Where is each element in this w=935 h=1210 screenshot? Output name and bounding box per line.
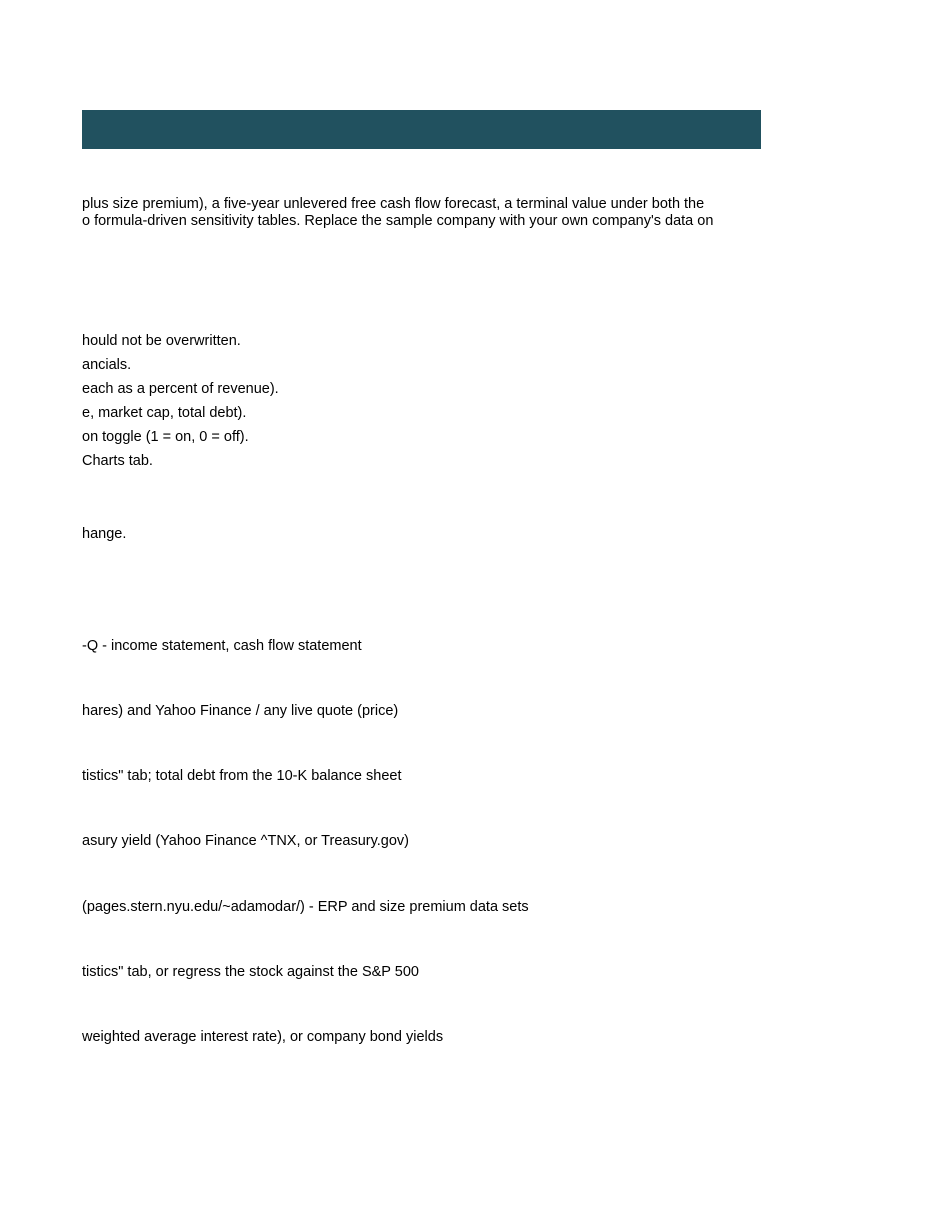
instruction-item: e, market cap, total debt). [82, 405, 247, 421]
intro-line: o formula-driven sensitivity tables. Replace the sample company with your own company's data on [82, 213, 714, 229]
source-item: -Q - income statement, cash flow statement [82, 638, 362, 654]
note-text: hange. [82, 526, 127, 542]
source-item: tistics" tab; total debt from the 10-K balance sheet [82, 768, 402, 784]
instructions-note [82, 526, 782, 546]
instruction-item: Charts tab. [82, 453, 153, 469]
intro-line: plus size premium), a five-year unlevered free cash flow forecast, a terminal value under both the [82, 196, 705, 212]
instructions-list [82, 333, 782, 483]
instruction-item: on toggle (1 = on, 0 = off). [82, 429, 249, 445]
instruction-item: each as a percent of revenue). [82, 381, 279, 397]
title-banner [82, 110, 761, 149]
source-item: weighted average interest rate), or company bond yields [82, 1029, 444, 1045]
data-sources-list [82, 638, 782, 1058]
source-item: hares) and Yahoo Finance / any live quote (price) [82, 703, 399, 719]
instruction-item: ancials. [82, 357, 132, 373]
source-item: (pages.stern.nyu.edu/~adamodar/) - ERP and size premium data sets [82, 899, 529, 915]
source-item: tistics" tab, or regress the stock against the S&P 500 [82, 964, 419, 980]
instruction-item: hould not be overwritten. [82, 333, 241, 349]
source-item: asury yield (Yahoo Finance ^TNX, or Treasury.gov) [82, 833, 410, 849]
intro-paragraph [82, 196, 782, 236]
